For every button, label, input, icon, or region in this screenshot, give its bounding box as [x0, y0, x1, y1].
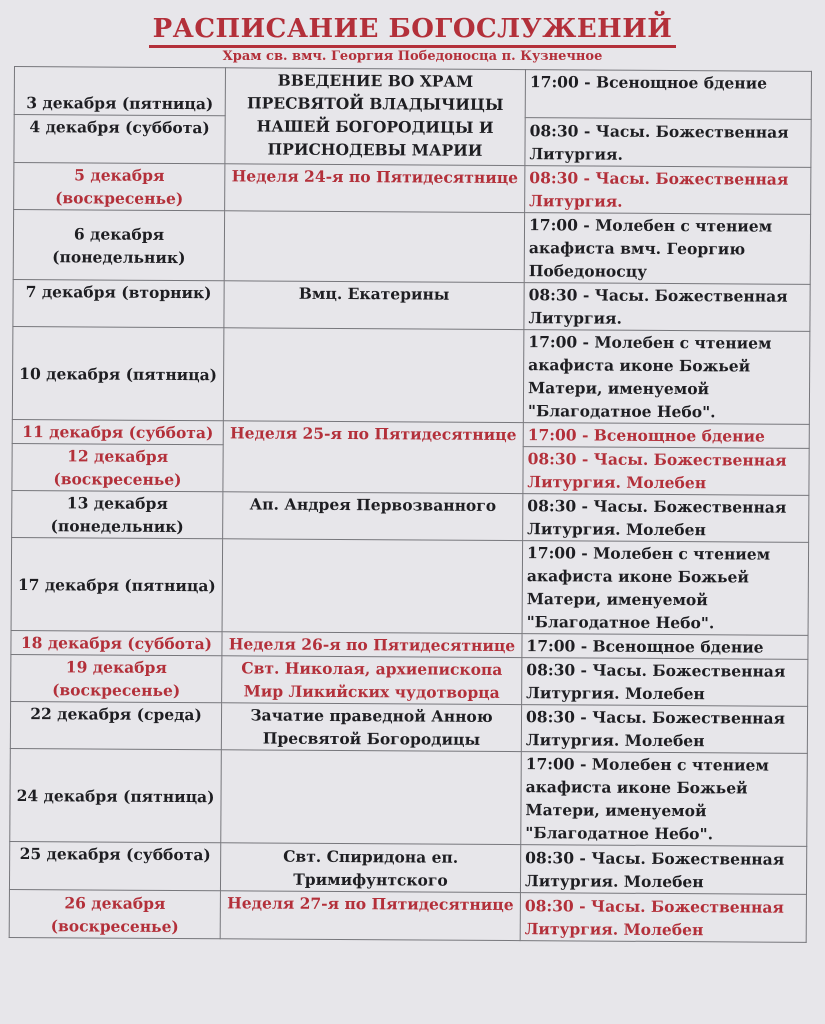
feast-cell: [221, 750, 522, 845]
table-row: [12, 490, 809, 542]
service-cell: 17:00 - Молебен с чтением акафиста вмч. Георгию Победоносцу: [524, 213, 810, 285]
page-subtitle: Храм св. вмч. Георгия Победоносца п. Кузнечное: [222, 49, 603, 64]
service-cell: 17:00 - Молебен с чтением акафиста иконе Божьей Матери, именуемой "Благодатное Небо".: [523, 330, 810, 425]
date-cell: 18 декабря (суббота): [11, 630, 222, 655]
feast-cell: Неделя 25-я по Пятидесятнице: [223, 421, 523, 494]
title-text: РАСПИСАНИЕ БОГОСЛУЖЕНИЙ: [149, 14, 677, 48]
table-row: [12, 326, 810, 424]
service-cell: 08:30 - Часы. Божественная Литургия. Молебен: [520, 845, 806, 895]
table-row: [11, 654, 808, 706]
page-title: [0, 14, 825, 44]
service-cell: 08:30 - Часы. Божественная Литургия.: [525, 118, 811, 168]
schedule-table: [9, 66, 812, 943]
feast-cell: Зачатие праведной Анною Пресвятой Богородицы: [221, 703, 521, 752]
feast-cell: Свт. Николая, архиепископа Мир Ликийских чудотворца: [222, 656, 522, 705]
date-cell: 4 декабря (суббота): [14, 115, 225, 164]
date-cell: 24 декабря (пятница): [10, 748, 222, 842]
table-row: [10, 748, 808, 846]
service-cell: 17:00 - Молебен с чтением акафиста иконе Божьей Матери, именуемой "Благодатное Небо".: [522, 541, 809, 636]
service-cell: 08:30 - Часы. Божественная Литургия. Молебен: [523, 494, 809, 543]
date-cell: 7 декабря (вторник): [13, 279, 224, 327]
service-cell: 08:30 - Часы. Божественная Литургия.: [524, 283, 810, 332]
service-cell: 17:00 - Всенощное бдение: [523, 423, 809, 449]
feast-cell: Ап. Андрея Первозванного: [223, 492, 523, 541]
date-cell: 13 декабря (понедельник): [12, 490, 223, 538]
table-row: [13, 279, 810, 331]
table-row: [9, 889, 806, 942]
table-row: [14, 163, 811, 215]
table-row: [11, 537, 809, 635]
service-cell: 17:00 - Всенощное бдение: [522, 634, 808, 660]
service-cell: 17:00 - Молебен с чтением акафиста иконе Божьей Матери, именуемой "Благодатное Небо".: [521, 752, 808, 847]
service-cell: 17:00 - Всенощное бдение: [525, 70, 811, 120]
date-cell: 25 декабря (суббота): [9, 841, 220, 890]
table-row: [13, 210, 810, 285]
date-cell: 10 декабря (пятница): [12, 326, 224, 420]
service-cell: 08:30 - Часы. Божественная Литургия. Молебен: [520, 893, 806, 943]
service-cell: 08:30 - Часы. Божественная Литургия. Молебен: [523, 447, 809, 496]
date-cell: 6 декабря (понедельник): [13, 210, 224, 281]
feast-cell: Неделя 24-я по Пятидесятнице: [225, 164, 525, 213]
service-cell: 08:30 - Часы. Божественная Литургия. Молебен: [521, 705, 807, 754]
date-cell: 17 декабря (пятница): [11, 537, 223, 631]
date-cell: 3 декабря (пятница): [14, 67, 225, 116]
feast-cell: Неделя 27-я по Пятидесятнице: [220, 891, 520, 941]
service-cell: 08:30 - Часы. Божественная Литургия. Молебен: [522, 658, 808, 707]
service-cell: 08:30 - Часы. Божественная Литургия.: [525, 166, 811, 215]
feast-cell: Неделя 26-я по Пятидесятнице: [222, 632, 522, 658]
feast-cell: [222, 539, 523, 634]
feast-cell: Вмц. Екатерины: [224, 281, 524, 330]
date-cell: 26 декабря (воскресенье): [9, 889, 220, 938]
date-cell: 5 декабря (воскресенье): [14, 163, 225, 211]
feast-cell: ВВЕДЕНИЕ ВО ХРАМ ПРЕСВЯТОЙ ВЛАДЫЧИЦЫ НАШЕЙ БОГОРОДИЦЫ И ПРИСНОДЕВЫ МАРИИ: [225, 68, 526, 166]
feast-cell: [223, 328, 524, 423]
table-row: [9, 841, 806, 894]
date-cell: 11 декабря (суббота): [12, 419, 223, 444]
table-row: [14, 67, 811, 120]
date-cell: 19 декабря (воскресенье): [11, 654, 222, 702]
feast-cell: [224, 211, 524, 283]
table-row: [10, 701, 807, 753]
date-cell: 22 декабря (среда): [10, 701, 221, 749]
feast-cell: Свт. Спиридона еп. Тримифунтского: [220, 843, 520, 893]
date-cell: 12 декабря (воскресенье): [12, 443, 223, 491]
